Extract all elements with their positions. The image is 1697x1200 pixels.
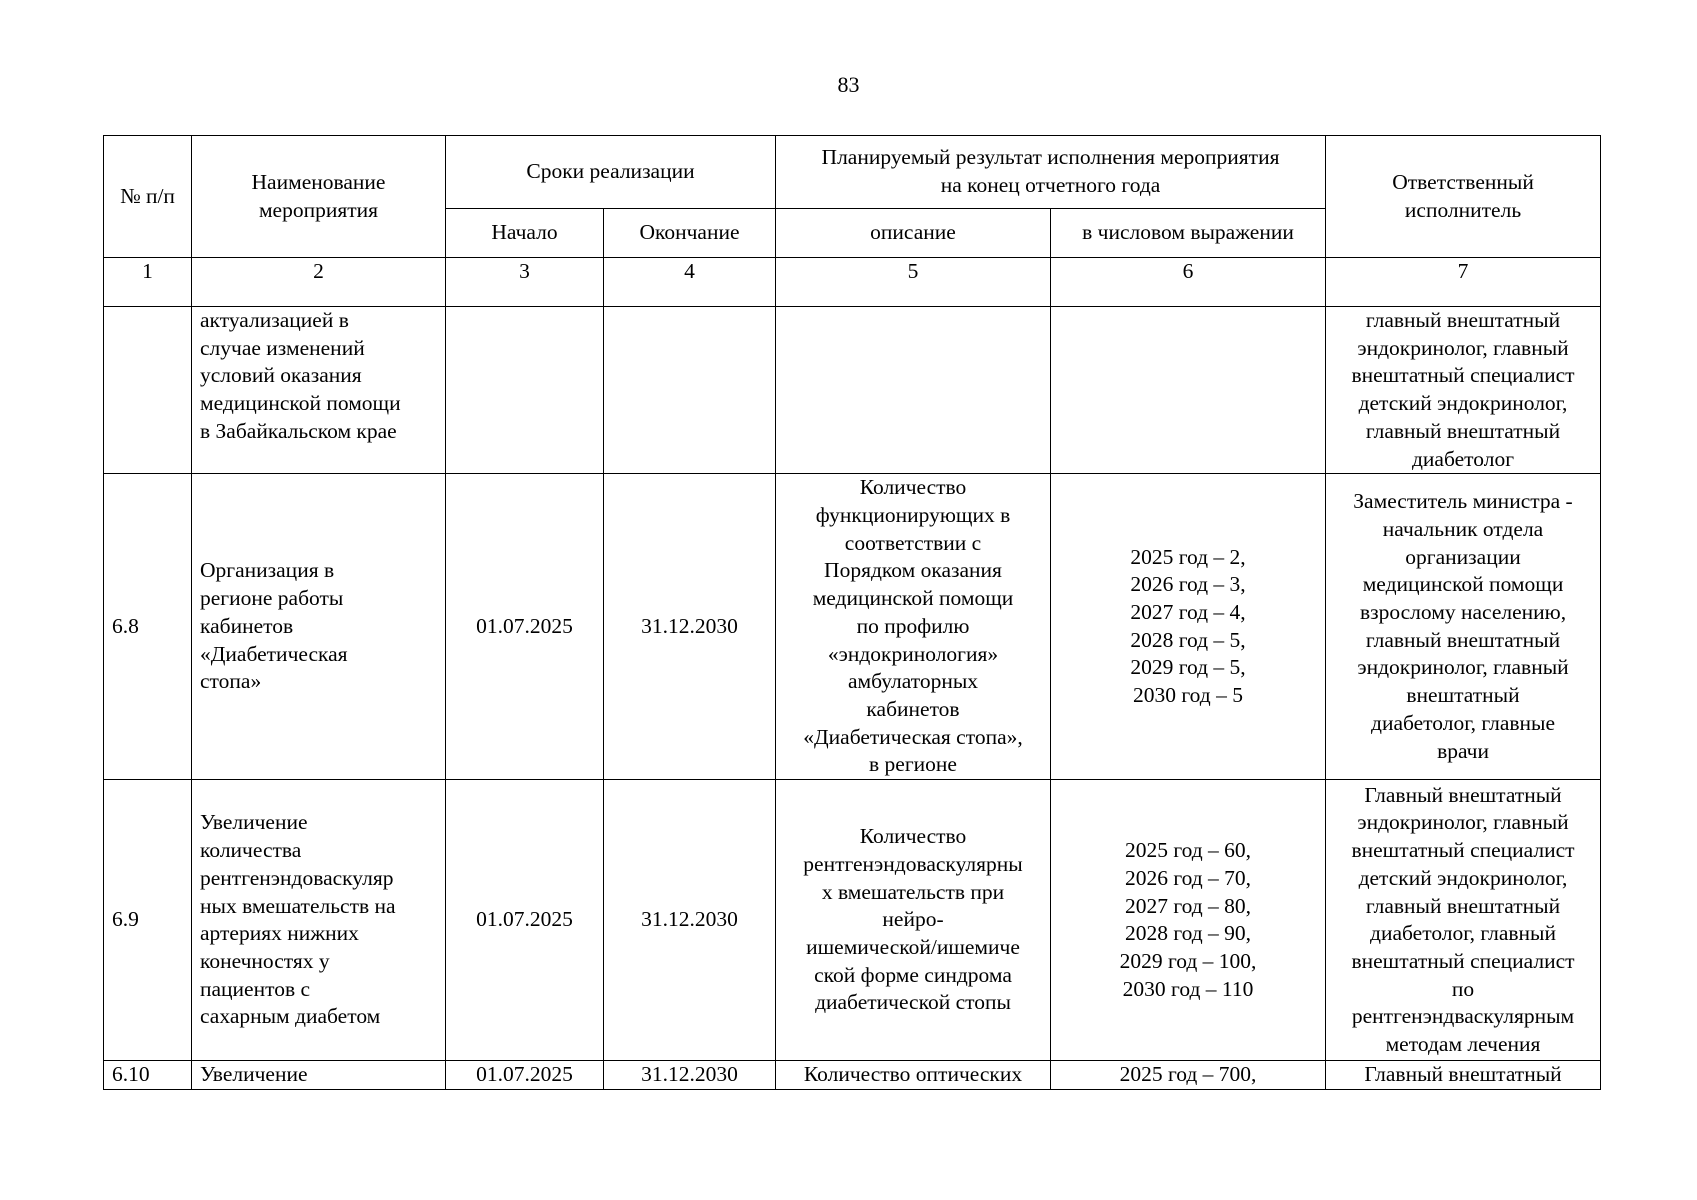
header-responsible: Ответственный исполнитель — [1326, 136, 1601, 258]
row-responsible: Заместитель министра - начальник отдела организации медицинской помощи взрослому населению, главный внештатный эндокринолог, главный внештатный диабетолог, главные врачи — [1326, 474, 1601, 780]
row-name: Организация в регионе работы кабинетов «Диабетическая стопа» — [192, 474, 446, 780]
row-end: 31.12.2030 — [604, 474, 776, 780]
header-name: Наименование мероприятия — [192, 136, 446, 258]
column-number: 4 — [604, 258, 776, 307]
row-responsible: Главный внештатный — [1326, 1061, 1601, 1090]
row-end: 31.12.2030 — [604, 1061, 776, 1090]
table-row — [104, 1061, 1601, 1090]
activities-table — [103, 135, 1601, 1090]
row-responsible: Главный внештатный эндокринолог, главный внештатный специалист детский эндокринолог, главный внештатный диабетолог, главный внештатный специалист по рентгенэндваскулярным методам лечения — [1326, 780, 1601, 1061]
row-numeric: 2025 год – 2, 2026 год – 3, 2027 год – 4, 2028 год – 5, 2029 год – 5, 2030 год – 5 — [1051, 474, 1326, 780]
row-start: 01.07.2025 — [446, 1061, 604, 1090]
row-name: актуализацией в случае изменений условий оказания медицинской помощи в Забайкальском крае — [192, 307, 446, 474]
header-period: Сроки реализации — [446, 136, 776, 209]
header-result: Планируемый результат исполнения мероприятия на конец отчетного года — [776, 136, 1326, 209]
column-number: 6 — [1051, 258, 1326, 307]
table-row — [104, 474, 1601, 780]
row-start: 01.07.2025 — [446, 474, 604, 780]
row-num: 6.9 — [104, 780, 192, 1061]
table-row — [104, 780, 1601, 1061]
row-name: Увеличение количества рентгенэндоваскуляр ных вмешательств на артериях нижних конечностях у пациентов с сахарным диабетом — [192, 780, 446, 1061]
row-numeric: 2025 год – 700, — [1051, 1061, 1326, 1090]
row-start — [446, 307, 604, 474]
row-numeric: 2025 год – 60, 2026 год – 70, 2027 год – 80, 2028 год – 90, 2029 год – 100, 2030 год – 110 — [1051, 780, 1326, 1061]
column-number: 2 — [192, 258, 446, 307]
column-numbers-row — [104, 258, 1601, 307]
column-number: 7 — [1326, 258, 1601, 307]
column-number: 1 — [104, 258, 192, 307]
page-number: 83 — [837, 72, 860, 97]
row-start: 01.07.2025 — [446, 780, 604, 1061]
row-description — [776, 307, 1051, 474]
table-row — [104, 307, 1601, 474]
row-numeric — [1051, 307, 1326, 474]
header-description: описание — [776, 209, 1051, 258]
row-name: Увеличение — [192, 1061, 446, 1090]
header-end: Окончание — [604, 209, 776, 258]
header-row — [104, 136, 1601, 209]
header-numeric: в числовом выражении — [1051, 209, 1326, 258]
column-number: 5 — [776, 258, 1051, 307]
column-number: 3 — [446, 258, 604, 307]
row-description: Количество функционирующих в соответствии с Порядком оказания медицинской помощи по профилю «эндокринология» амбулаторных кабинетов «Диабетическая стопа», в регионе — [776, 474, 1051, 780]
row-num: 6.8 — [104, 474, 192, 780]
row-num — [104, 307, 192, 474]
header-start: Начало — [446, 209, 604, 258]
row-description: Количество рентгенэндоваскулярны х вмешательств при нейро- ишемической/ишемиче ской форме синдрома диабетической стопы — [776, 780, 1051, 1061]
row-responsible: главный внештатный эндокринолог, главный внештатный специалист детский эндокринолог, главный внештатный диабетолог — [1326, 307, 1601, 474]
row-description: Количество оптических — [776, 1061, 1051, 1090]
row-end — [604, 307, 776, 474]
header-num: № п/п — [104, 136, 192, 258]
row-end: 31.12.2030 — [604, 780, 776, 1061]
row-num: 6.10 — [104, 1061, 192, 1090]
